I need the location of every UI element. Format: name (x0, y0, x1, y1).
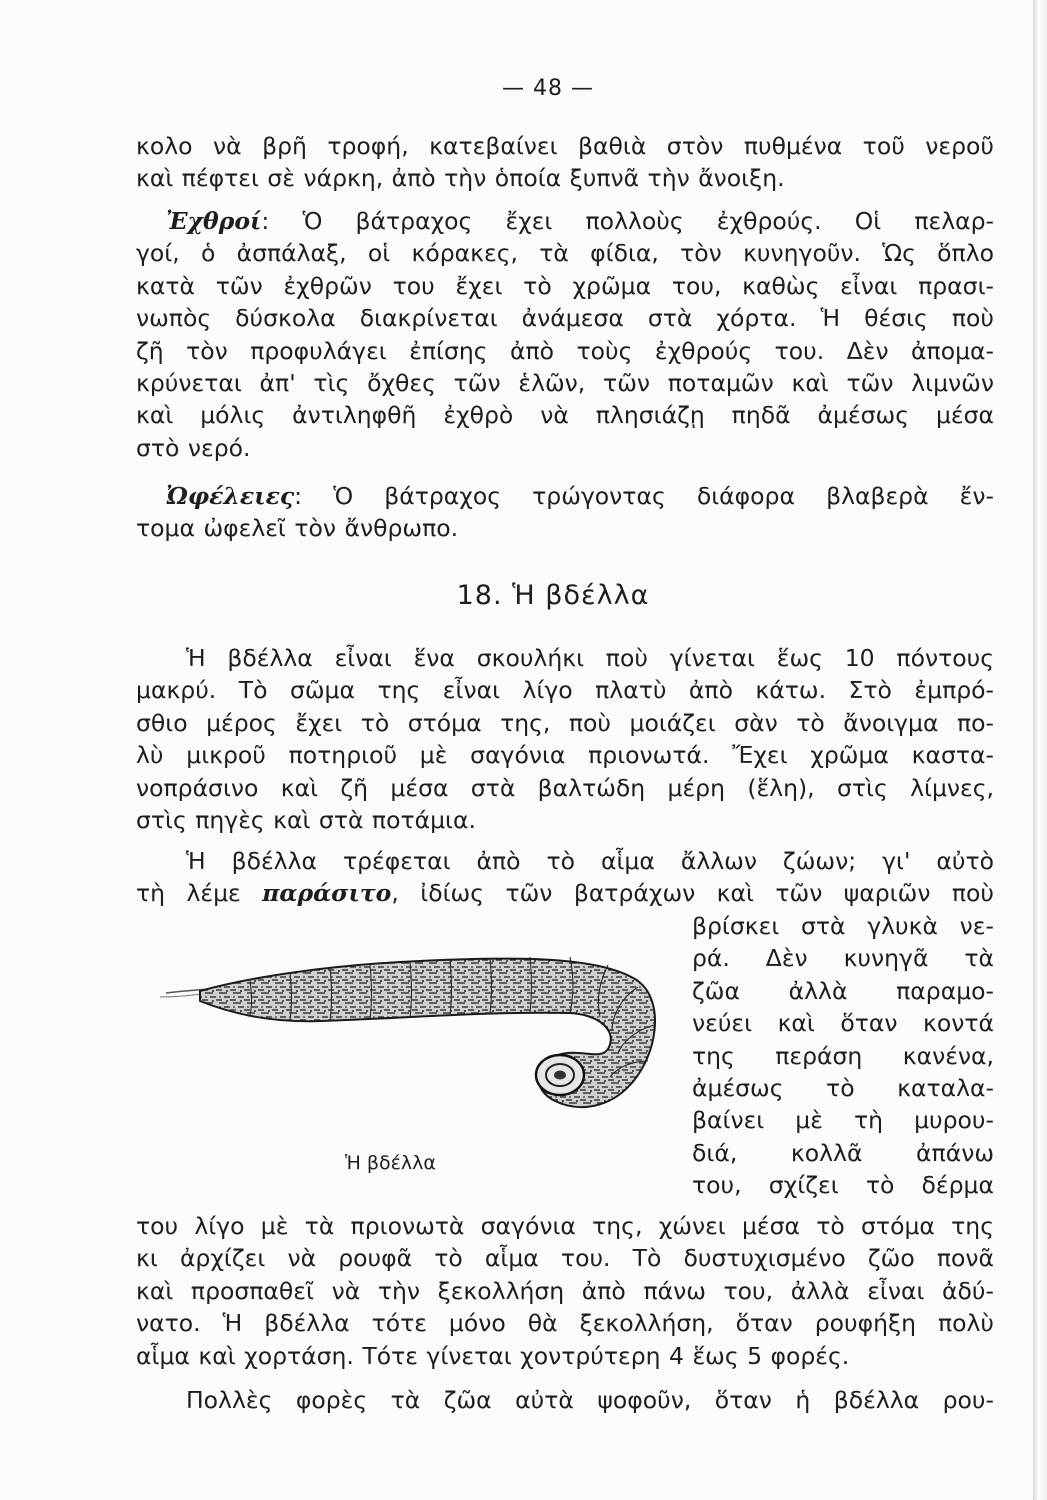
text-line: λὺ μικροῦ ποτηριοῦ μὲ σαγόνια πριονωτά. Ἔχει χρῶμα καστα- (136, 741, 994, 770)
text-line: ρά. Δὲν κυνηγᾶ τὰ (692, 944, 994, 973)
text-line: ἀμέσως τὸ καταλα- (692, 1073, 994, 1102)
text-line: νοπράσινο καὶ ζῆ μέσα στὰ βαλτώδη μέρη (ἕλη), στὶς λίμνες, (136, 773, 994, 802)
text-line: διά, κολλᾶ ἀπάνω (692, 1138, 994, 1167)
page-number: — 48 — (502, 76, 594, 101)
text-line: νεύει καὶ ὅταν κοντά (692, 1009, 994, 1038)
leech-feeding-paragraph (136, 845, 994, 910)
text-line: νατο. Ἡ βδέλλα τότε μόνο θὰ ξεκολλήση, ὅταν ρουφήξη πολὺ (136, 1309, 994, 1338)
text-fragment: τὴ λέμε (136, 879, 263, 908)
narrow-text-column (692, 910, 994, 1202)
text-line: αἷμα καὶ χορτάση. Τότε γίνεται χοντρύτερη 4 ἕως 5 φορές. (136, 1341, 850, 1370)
section-title: 18. Ἡ βδέλλα (456, 580, 650, 611)
benefits-term: Ὠφέλειες (166, 482, 295, 510)
text-line: στὶς πηγὲς καὶ στὰ ποτάμια. (136, 805, 476, 834)
text-line: του, σχίζει τὸ δέρμα (692, 1171, 994, 1200)
text-line (136, 480, 994, 512)
text-line: Πολλὲς φορὲς τὰ ζῶα αὐτὰ ψοφοῦν, ὅταν ἡ βδέλλα ρου- (186, 1386, 994, 1414)
benefits-first-line: : Ὁ βάτραχος τρώγοντας διάφορα βλαβερὰ ἔν- (294, 482, 994, 510)
text-line (136, 205, 994, 237)
text-line: κι ἀρχίζει νὰ ρουφᾶ τὸ αἷμα του. Τὸ δυστυχισμένο ζῶο πονᾶ (136, 1244, 994, 1273)
text-fragment: , ἰδίως τῶν βατράχων καὶ τῶν ψαριῶν ποὺ (391, 879, 994, 908)
enemies-paragraph (136, 205, 994, 464)
text-line: κατὰ τῶν ἐχθρῶν του ἔχει τὸ χρῶμα του, καθὼς εἶναι πρασι- (136, 271, 994, 300)
text-line: βαίνει μὲ τὴ μυρου- (692, 1106, 994, 1135)
text-line: νωπὸς δύσκολα διακρίνεται ἀνάμεσα στὰ χόρτα. Ἡ θέσις ποὺ (136, 304, 994, 333)
benefits-paragraph (136, 480, 994, 545)
continuation-paragraph (136, 1210, 994, 1372)
text-line: Ἡ βδέλλα εἶναι ἕνα σκουλήκι ποὺ γίνεται ἕως 10 πόντους (186, 644, 994, 672)
text-line: του λίγο μὲ τὰ πριονωτὰ σαγόνια της, χώνει μέσα τὸ στόμα της (136, 1212, 994, 1240)
text-line: της περάση κανένα, (692, 1041, 994, 1070)
text-line: ζῶα ἀλλὰ παραμο- (692, 976, 994, 1005)
leech-illustration (160, 935, 680, 1125)
text-line: κρύνεται ἀπ' τὶς ὄχθες τῶν ἑλῶν, τῶν ποταμῶν καὶ τῶν λιμνῶν (136, 368, 994, 397)
text-line: κολο νὰ βρῆ τροφή, κατεβαίνει βαθιὰ στὸν πυθμένα τοῦ νεροῦ (136, 132, 994, 160)
text-line: σθιο μέρος ἔχει τὸ στόμα της, ποὺ μοιάζει σὰν τὸ ἄνοιγμα πο- (136, 708, 994, 737)
text-line: γοί, ὁ ἀσπάλαξ, οἱ κόρακες, τὰ φίδια, τὸν κυνηγοῦν. Ὡς ὅπλο (136, 239, 994, 268)
parasite-term: παράσιτο (262, 879, 392, 908)
text-line: τομα ὠφελεῖ τὸν ἄνθρωπο. (136, 514, 459, 543)
enemies-first-line: : Ὁ βάτραχος ἔχει πολλοὺς ἐχθρούς. Οἱ πελαρ- (261, 207, 994, 235)
text-line: βρίσκει στὰ γλυκὰ νε- (692, 912, 994, 940)
text-line: στὸ νερό. (136, 433, 251, 462)
text-line (136, 877, 994, 909)
intro-paragraph (136, 130, 994, 195)
text-line: καὶ πέφτει σὲ νάρκη, ἀπὸ τὴν ὁποία ξυπνᾶ τὴν ἄνοιξη. (136, 164, 785, 193)
text-line: μακρύ. Τὸ σῶμα της εἶναι λίγο πλατὺ ἀπὸ κάτω. Στὸ ἐμπρό- (136, 676, 994, 705)
leech-description-paragraph (136, 642, 994, 836)
page-edge-shadow (1033, 0, 1047, 1500)
final-paragraph (136, 1384, 994, 1416)
text-line: καὶ προσπαθεῖ νὰ τὴν ξεκολλήση ἀπὸ πάνω του, ἀλλὰ εἶναι ἀδύ- (136, 1276, 994, 1305)
text-line: ζῆ τὸν προφυλάγει ἐπίσης ἀπὸ τοὺς ἐχθρούς του. Δὲν ἀπομα- (136, 336, 994, 365)
text-line: Ἡ βδέλλα τρέφεται ἀπὸ τὸ αἷμα ἄλλων ζώων; γι' αὐτὸ (186, 847, 994, 875)
figure-caption: Ἡ βδέλλα (345, 1152, 436, 1174)
text-line: καὶ μόλις ἀντιληφθῆ ἐχθρὸ νὰ πλησιάζῃ πηδᾶ ἀμέσως μέσα (136, 401, 994, 430)
enemies-term: Ἐχθροί (166, 207, 262, 235)
